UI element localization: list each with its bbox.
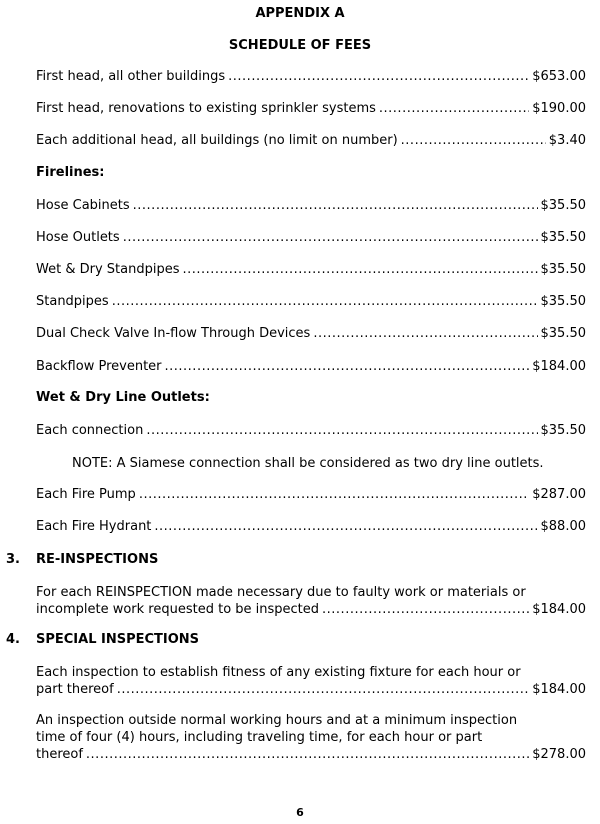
fee-label: Hose Cabinets — [36, 198, 130, 213]
fee-row — [36, 518, 586, 535]
fee-row — [36, 229, 586, 246]
fee-amount: $35.50 — [540, 326, 586, 341]
fee-row — [36, 68, 586, 85]
fee-amount: $35.50 — [540, 294, 586, 309]
fee-row — [36, 197, 586, 214]
leader-dots — [133, 197, 538, 214]
fee-row — [36, 681, 586, 698]
fee-row — [36, 601, 586, 618]
leader-dots — [322, 601, 529, 618]
fee-row — [36, 293, 586, 310]
fee-amount: $278.00 — [532, 747, 586, 762]
fee-amount: $35.50 — [540, 423, 586, 438]
special-item-text-line: Each inspection to establish fitness of any existing fixture for each hour or — [36, 665, 521, 680]
leader-dots — [182, 261, 537, 278]
fee-row — [36, 132, 586, 149]
fee-amount: $184.00 — [532, 682, 586, 697]
fee-label: First head, all other buildings — [36, 69, 226, 84]
reinspection-text-line: For each REINSPECTION made necessary due to faulty work or materials or — [36, 585, 526, 600]
fee-label: First head, renovations to existing sprinkler systems — [36, 101, 376, 116]
fee-row — [36, 100, 586, 117]
fee-label: Each additional head, all buildings (no limit on number) — [36, 133, 398, 148]
schedule-title: SCHEDULE OF FEES — [228, 38, 372, 53]
leader-dots — [86, 746, 529, 763]
fee-row — [36, 325, 586, 342]
leader-dots — [401, 132, 546, 149]
leader-dots — [139, 486, 529, 503]
leader-dots — [379, 100, 529, 117]
special-item-text-line: An inspection outside normal working hours and at a minimum inspection — [36, 713, 518, 728]
fee-amount: $287.00 — [532, 487, 586, 502]
fee-amount: $88.00 — [540, 519, 586, 534]
leader-dots — [146, 422, 537, 439]
reinspections-title: RE-INSPECTIONS — [36, 552, 159, 567]
siamese-note: NOTE: A Siamese connection shall be considered as two dry line outlets. — [72, 456, 544, 471]
line-outlets-heading: Wet & Dry Line Outlets: — [36, 390, 210, 405]
fee-label: Wet & Dry Standpipes — [36, 262, 180, 277]
special-item-text-line: time of four (4) hours, including traveling time, for each hour or part — [36, 730, 483, 745]
leader-dots — [117, 681, 530, 698]
fee-amount: $653.00 — [532, 69, 586, 84]
fee-amount: $35.50 — [540, 262, 586, 277]
page-number: 6 — [296, 806, 304, 819]
fee-label: Dual Check Valve In-flow Through Devices — [36, 326, 311, 341]
fee-label: part thereof — [36, 682, 114, 697]
fee-amount: $35.50 — [540, 230, 586, 245]
fee-label: Each Fire Pump — [36, 487, 136, 502]
fee-label: thereof — [36, 747, 83, 762]
appendix-title: APPENDIX A — [255, 6, 345, 21]
special-inspections-title: SPECIAL INSPECTIONS — [36, 632, 200, 647]
section-number: 3. — [6, 552, 20, 567]
leader-dots — [154, 518, 537, 535]
fee-amount: $184.00 — [532, 602, 586, 617]
fee-row — [36, 261, 586, 278]
fee-label: Each Fire Hydrant — [36, 519, 152, 534]
leader-dots — [228, 68, 529, 85]
fee-amount: $3.40 — [548, 133, 586, 148]
fee-label: Each connection — [36, 423, 144, 438]
fee-row — [36, 486, 586, 503]
fee-amount: $184.00 — [532, 359, 586, 374]
fee-row — [36, 422, 586, 439]
leader-dots — [123, 229, 538, 246]
firelines-heading: Firelines: — [36, 165, 105, 180]
leader-dots — [112, 293, 538, 310]
fee-row — [36, 358, 586, 375]
leader-dots — [165, 358, 530, 375]
leader-dots — [313, 325, 537, 342]
section-number: 4. — [6, 632, 20, 647]
fee-label: incomplete work requested to be inspected — [36, 602, 320, 617]
fee-label: Hose Outlets — [36, 230, 120, 245]
fee-amount: $35.50 — [540, 198, 586, 213]
fee-amount: $190.00 — [532, 101, 586, 116]
fee-label: Standpipes — [36, 294, 109, 309]
fee-label: Backflow Preventer — [36, 359, 162, 374]
fee-row — [36, 746, 586, 763]
